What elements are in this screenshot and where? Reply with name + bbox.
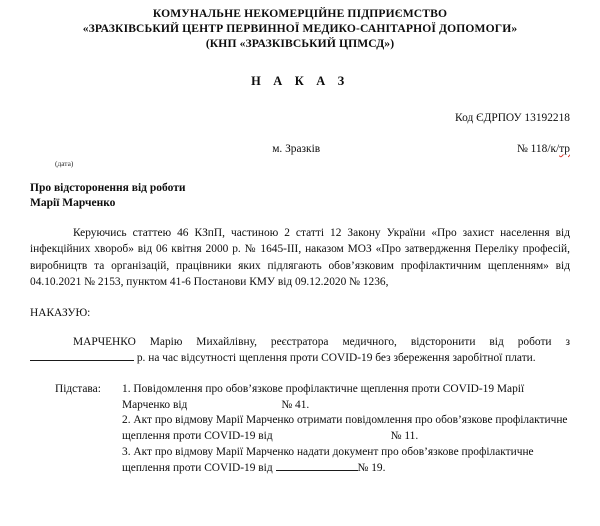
basis-label: Підстава: [55, 382, 101, 395]
basis-item-1-text: 1. Повідомлення про обов’язкове профілактичне щеплення проти COVID-19 Марії Марченко від [122, 382, 525, 411]
list-item [122, 413, 570, 444]
order-date-blank[interactable] [30, 360, 134, 361]
subject-block [30, 181, 570, 212]
subject-line-1: Про відсторонення від роботи [30, 181, 186, 194]
basis-item-3-number: № 19. [357, 461, 386, 474]
letterhead-line-3: (КНП «ЗРАЗКІВСЬКИЙ ЦПМСД») [205, 36, 395, 50]
document-type-heading: Н А К А З [251, 74, 349, 89]
letterhead-line-2: «ЗРАЗКІВСЬКИЙ ЦЕНТР ПЕРВИННОЇ МЕДИКО-САНІТАРНОЇ ДОПОМОГИ» [82, 21, 518, 35]
basis-item-2-number: № 11. [390, 430, 419, 443]
basis-item-3-blank[interactable] [276, 470, 358, 471]
order-body-before-blank: МАРЧЕНКО Марію Михайлівну, реєстратора медичного, відсторонити від роботи з [73, 335, 570, 348]
letterhead [30, 0, 570, 51]
subject-line-2: Марії Марченко [30, 197, 116, 210]
document-number-suffix: тр [559, 142, 570, 155]
basis-item-3-text: 3. Акт про відмову Марії Марченко надати документ про обов’язкове профілактичне щеплення проти COVID-19 від [122, 445, 534, 474]
edrpou-code: Код ЄДРПОУ 13192218 [455, 111, 570, 124]
basis-item-1-number: № 41. [281, 398, 310, 411]
basis-block [30, 382, 570, 476]
list-item [122, 445, 570, 476]
date-placeholder-label: (дата) [55, 158, 74, 168]
preamble-paragraph: Керуючись статтею 46 КЗпП, частиною 2 статті 12 Закону України «Про захист населення від інфекційних хвороб» від 06 квітня 2000 р. № 1645-III, наказом МОЗ «Про затвердження Переліку професій, виробництв та організацій, працівники яких підлягають обов’язковим профілактичним щепленням» від 04.10.2021 № 2153, пунктом 41-6 Постанови КМУ від 09.12.2020 № 1236, [30, 226, 570, 289]
order-body-after-blank: р. на час відсутності щеплення проти COVID-19 без збереження заробітної плати. [136, 352, 536, 365]
order-keyword: НАКАЗУЮ: [30, 306, 91, 319]
basis-item-2-text: 2. Акт про відмову Марії Марченко отримати повідомлення про обов’язкове профілактичне щеплення проти COVID-19 від [122, 414, 568, 443]
document-number-prefix: № 118/к/ [516, 142, 560, 155]
order-body-paragraph [30, 334, 570, 367]
city-label: м. Зразків [272, 142, 321, 155]
letterhead-line-1: КОМУНАЛЬНЕ НЕКОМЕРЦІЙНЕ ПІДПРИЄМСТВО [152, 7, 448, 20]
basis-list [122, 382, 570, 476]
document-meta-row [30, 142, 570, 172]
list-item [122, 382, 570, 413]
document-number [517, 142, 570, 157]
